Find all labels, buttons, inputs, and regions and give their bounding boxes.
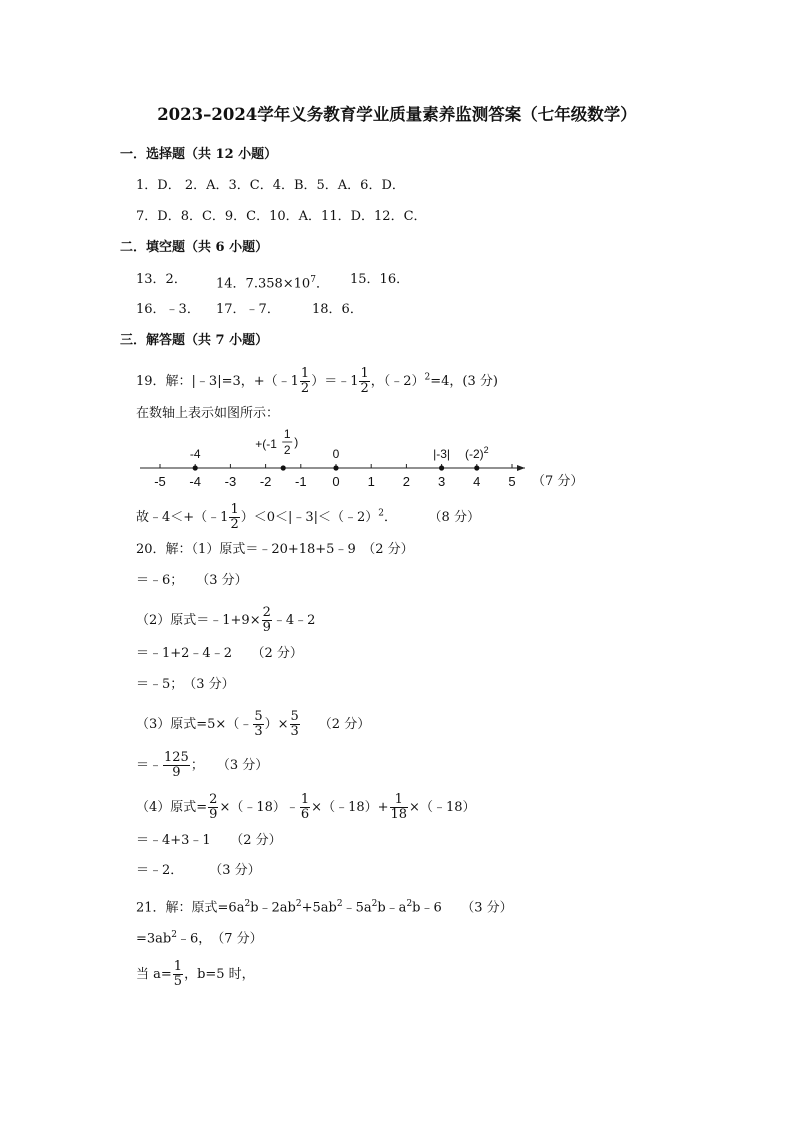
q20-line-1: 20．解：（1）原式＝﹣20+18+5﹣9 （2 分） xyxy=(136,542,414,557)
q20-line-9: ＝﹣4+3﹣1 （2 分） xyxy=(136,833,282,848)
q20-line-5: ＝﹣5； （3 分） xyxy=(136,677,235,692)
number-line-tick-label: 1 xyxy=(367,474,375,489)
q20-line-2: ＝﹣6； （3 分） xyxy=(136,573,248,588)
number-line-point xyxy=(439,465,444,470)
section-choice-heading: 一．选择题（共 12 小题） xyxy=(120,147,278,162)
number-line-point-label: -4 xyxy=(189,447,201,461)
number-line-tick-label: 2 xyxy=(402,474,411,489)
fraction: $\frac{1}{2}$ xyxy=(360,366,369,396)
q20-line-8: （4）原式= $\frac{2}{9}$ ×（﹣18）﹣ $\frac{1}{6}$ ×（﹣18）+ $\frac{1}{18}$ ×（﹣18） xyxy=(136,792,476,822)
number-line-frac-num: 1 xyxy=(283,428,291,441)
fill-answer-14: 14．$7.358\times 10^7$． xyxy=(216,275,329,292)
number-line-point xyxy=(281,465,286,470)
fill-answer-15: 15．16． xyxy=(350,272,410,287)
fraction: $\frac{5}{3}$ xyxy=(290,709,299,739)
number-line-point xyxy=(193,465,198,470)
page-title: 2023–2024学年义务教育学业质量素养监测答案（七年级数学） xyxy=(157,105,637,124)
q20-line-3: （2）原式＝﹣1+9× $\frac{2}{9}$ ﹣4﹣2 xyxy=(136,605,316,635)
number-line-tick-label: -4 xyxy=(189,474,201,489)
fraction: $\frac{5}{3}$ xyxy=(254,709,263,739)
q21-line-3: 当 a= $\frac{1}{5}$ ，b=5 时， xyxy=(136,959,255,989)
number-line-point-exponent: 2 xyxy=(483,445,489,455)
fraction: $\frac{1}{18}$ xyxy=(390,792,408,822)
number-line-tick-label: 5 xyxy=(508,474,516,489)
q20-line-6: （3）原式=5×（﹣ $\frac{5}{3}$ ）× $\frac{5}{3}$ （2 分） xyxy=(136,709,371,739)
q19-line-2: 在数轴上表示如图所示： xyxy=(136,406,280,421)
q20-line-10: ＝﹣2． （3 分） xyxy=(136,863,261,878)
q19-conclusion: 故﹣4＜+（﹣1 $\frac{1}{2}$ ）＜0＜|﹣3|＜（﹣2）$^2$． （8 分） xyxy=(136,502,480,532)
fill-answer-16: 16．﹣3． xyxy=(136,302,200,317)
number-line-tick-label: -2 xyxy=(259,474,272,489)
q20-line-4: ＝﹣1+2﹣4﹣2 （2 分） xyxy=(136,646,303,661)
fraction: $\frac{1}{2}$ xyxy=(300,366,310,396)
section-fill-heading: 二．填空题（共 6 小题） xyxy=(120,240,269,255)
fraction: $\frac{2}{9}$ xyxy=(262,605,271,635)
number-line-tick-label: -3 xyxy=(224,474,237,489)
number-line-tick-label: -1 xyxy=(295,474,307,489)
number-line-point-label: 0 xyxy=(332,447,340,461)
number-line-point xyxy=(333,465,338,470)
number-line-tick-label: 4 xyxy=(473,474,481,489)
number-line-svg xyxy=(130,428,590,498)
number-line-frac-den: 2 xyxy=(283,443,291,457)
q19-axis-score: （7 分） xyxy=(532,474,584,489)
choice-answers-row-2: 7．D．8．C．9．C．10．A．11．D．12．C． xyxy=(136,209,427,224)
section-solve-heading: 三．解答题（共 7 小题） xyxy=(120,333,269,348)
number-line-point-label: $(-2)^2$ xyxy=(464,445,489,461)
number-line-point-label: |-3| xyxy=(433,447,451,461)
fraction: $\frac{1}{6}$ xyxy=(300,792,310,822)
number-line-tick-label: 3 xyxy=(437,474,446,489)
q19-line-1: 19．解：|﹣3|=3，+（﹣1 $\frac{1}{2}$ ）＝﹣1 $\frac{1}{2}$ ，（﹣2）$^2$=4，(3 分) xyxy=(136,366,498,396)
q21-line-2: $=3ab^2﹣6$， （7 分） xyxy=(136,930,263,947)
number-line-point-label: +(-1 xyxy=(255,437,277,451)
fraction: $\frac{125}{9}$ xyxy=(164,750,189,780)
number-line-tick-label: 0 xyxy=(332,474,340,489)
q21-line-1: 21．解：原式$=6a^2b﹣2ab^2+5ab^2﹣5a^2b﹣a^2b﹣6$ （3 分） xyxy=(136,899,513,916)
choice-answers-row-1: 1．D． 2．A．3．C．4．B．5．A．6．D． xyxy=(136,178,405,193)
fill-answer-13: 13．2． xyxy=(136,272,187,287)
number-line-arrow xyxy=(517,465,525,471)
fraction: $\frac{1}{5}$ xyxy=(173,959,183,989)
number-line xyxy=(130,428,590,498)
fill-answer-18: 18．6． xyxy=(312,302,363,317)
fraction: $\frac{2}{9}$ xyxy=(209,792,218,822)
number-line-point xyxy=(474,465,479,470)
number-line-point-label-end: ) xyxy=(294,435,299,449)
q20-line-7: ＝﹣ $\frac{125}{9}$ ； （3 分） xyxy=(136,750,269,780)
number-line-tick-label: -5 xyxy=(154,474,166,489)
fraction: $\frac{1}{2}$ xyxy=(230,502,239,532)
fill-answer-17: 17．﹣7． xyxy=(216,302,280,317)
